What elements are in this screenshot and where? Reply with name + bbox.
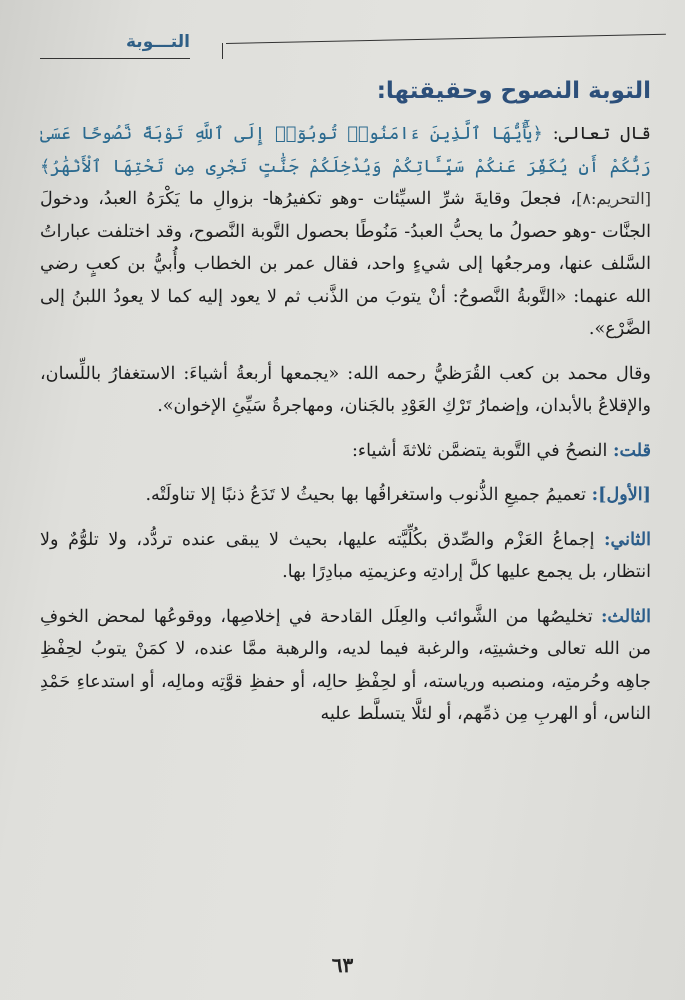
first-text: تعميمُ جميعِ الذُّنوب واستغراقُها بها بحيثُ لا تَدَعُ ذنبًا إلا تناولَتْه. <box>145 485 592 505</box>
header-rule-right <box>226 34 666 44</box>
section-heading: التوبة النصوح وحقيقتها: <box>376 78 651 104</box>
paragraph-verse <box>40 118 651 346</box>
second-text: إجماعُ العَزْم والصِّدق بكُلِّيَّته عليها، بحيث لا يبقى عنده تردُّد، ولا تلوُّمٌ ولا انتظار، بل يجمع عليها كلَّ إرادتِه وعزيمتِه مبادِرًا بها. <box>40 529 651 582</box>
page-content <box>40 78 651 743</box>
note-text: النصحُ في التَّوبة يتضمَّن ثلاثةَ أشياء: <box>351 440 613 461</box>
verse-intro: قال تعالى: <box>542 124 651 144</box>
paragraph-qurazi: وقال محمد بن كعب القُرَظيُّ رحمه الله: «يجمعها أربعةُ أشياءَ: الاستغفارُ باللِّسان، والإقلاعُ بالأبدان، وإضمارُ تَرْكِ العَوْدِ بالجَنان، ومهاجرةُ سَيِّئِ الإخوان». <box>40 363 651 416</box>
second-label: الثاني: <box>604 528 651 550</box>
header-rule-tick <box>222 43 223 59</box>
quran-verse: ﴿يَٰٓأَيُّهَا ٱلَّذِينَ ءَامَنُوا۟ تُوبُوٓا۟ إِلَى ٱللَّهِ تَوْبَةً نَّصُوحًا عَسَىٰ رَبُّكُمْ أَن يُكَفِّرَ عَنكُمْ سَيِّـَٔاتِكُمْ وَيُدْخِلَكُمْ جَنَّٰتٍ تَجْرِى مِن تَحْتِهَا ٱلْأَنْهَٰرُ﴾ <box>40 124 651 177</box>
paragraph-verse-continuation: ، فجعلَ وقايةَ شرِّ السيِّئات -وهو تكفيرُها- بزوالِ ما يَكْرَهُ العبدُ، ودخولَ الجنَّات -وهو حصولُ ما يحبُّ العبدُ- مَنُوطًا بحصول التَّوبة النَّصوح، وقد اختلفت عباراتُ السَّلف عنها، ومرجعُها إلى شيءٍ واحد، فقال عمر بن الخطاب وأُبيُّ بن كعبٍ رضي الله عنهما: «التَّوبةُ النَّصوحُ: أنْ يتوبَ من الذَّنب ثم لا يعود إليه كما لا يعودُ اللبنُ إلى الضَّرْع». <box>40 189 651 339</box>
verse-reference: [التحريم:٨] <box>576 189 651 208</box>
page-number: ٦٣ <box>331 953 354 977</box>
paragraph-third <box>40 601 651 731</box>
third-text: تخليصُها من الشَّوائب والعِلَل القادحة في إخلاصِها، ووقوعُها لمحض الخوفِ من الله تعالى وخشيتِه، والرغبة فيما لديه، والرهبة ممَّا عنده، لا كمَنْ يتوبُ لحِفْظِ جاهِه وحُرمتِه، ومنصبه ورياسته، أو لحِفْظِ حالِه، أو حفظِ قوَّتِه ومالِه، أو استدعاءِ حَمْدِ الناس، أو الهربِ مِن ذمِّهم، أو لئلَّا يتسلَّط عليه <box>40 606 651 724</box>
paragraph-note <box>40 435 651 468</box>
running-title: التـــوبة <box>126 32 190 52</box>
first-label: [الأول]: <box>591 484 651 505</box>
note-label: قلت: <box>612 439 651 461</box>
paragraph-first <box>40 479 651 512</box>
paragraph-second <box>40 524 651 589</box>
header-rule-left <box>40 58 190 59</box>
third-label: الثالث: <box>600 605 651 627</box>
